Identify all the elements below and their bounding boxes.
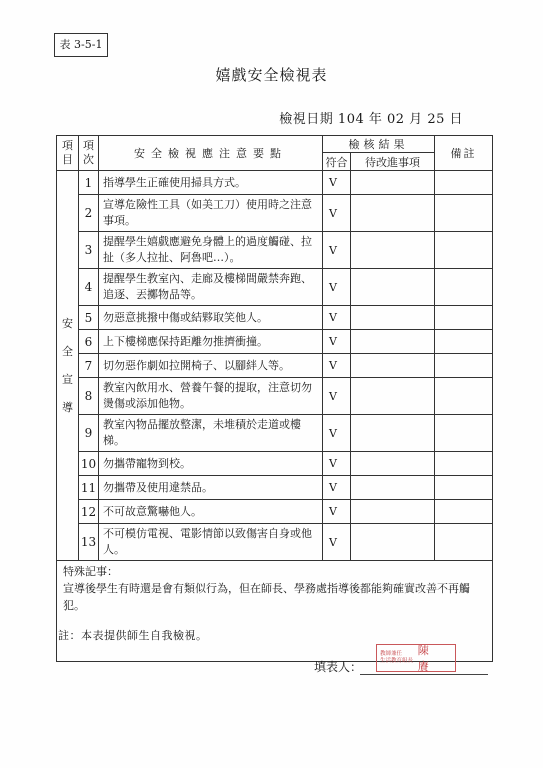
row-number: 6 <box>79 330 99 354</box>
row-remarks-cell <box>435 476 493 500</box>
row-point: 切勿惡作劇如拉開椅子、以腳絆人等。 <box>99 354 323 378</box>
row-number: 4 <box>79 269 99 306</box>
table-row <box>57 452 493 476</box>
row-improve-cell <box>351 476 435 500</box>
row-conform-check: V <box>323 500 351 524</box>
table-row <box>57 378 493 415</box>
checklist-rows <box>57 171 493 561</box>
row-point: 勿攜帶及使用違禁品。 <box>99 476 323 500</box>
row-number: 3 <box>79 232 99 269</box>
row-remarks-cell <box>435 306 493 330</box>
row-number: 7 <box>79 354 99 378</box>
header-conform: 符合 <box>323 153 351 171</box>
row-remarks-cell <box>435 378 493 415</box>
row-number: 1 <box>79 171 99 195</box>
safety-checklist-table <box>56 135 493 662</box>
row-remarks-cell <box>435 524 493 561</box>
row-point: 不可故意驚嚇他人。 <box>99 500 323 524</box>
row-remarks-cell <box>435 269 493 306</box>
row-point: 宣導危險性工具（如美工刀）使用時之注意事項。 <box>99 195 323 232</box>
row-conform-check: V <box>323 378 351 415</box>
row-improve-cell <box>351 524 435 561</box>
row-remarks-cell <box>435 171 493 195</box>
table-row <box>57 195 493 232</box>
row-number: 8 <box>79 378 99 415</box>
row-number: 12 <box>79 500 99 524</box>
row-point: 勿攜帶寵物到校。 <box>99 452 323 476</box>
signer-label: 填表人： <box>314 660 363 674</box>
header-improve: 待改進事項 <box>351 153 435 171</box>
row-improve-cell <box>351 171 435 195</box>
table-row <box>57 500 493 524</box>
row-remarks-cell <box>435 354 493 378</box>
row-remarks-cell <box>435 330 493 354</box>
header-remarks: 備註 <box>435 136 493 171</box>
row-improve-cell <box>351 378 435 415</box>
table-row <box>57 415 493 452</box>
row-conform-check: V <box>323 195 351 232</box>
row-improve-cell <box>351 232 435 269</box>
row-number: 5 <box>79 306 99 330</box>
row-conform-check: V <box>323 354 351 378</box>
row-improve-cell <box>351 415 435 452</box>
row-remarks-cell <box>435 232 493 269</box>
row-point: 勿惡意挑撥中傷或結夥取笑他人。 <box>99 306 323 330</box>
row-conform-check: V <box>323 171 351 195</box>
row-point: 提醒學生嬉戲應避免身體上的過度觸碰、拉扯（多人拉扯、阿魯吧…）。 <box>99 232 323 269</box>
row-improve-cell <box>351 330 435 354</box>
row-improve-cell <box>351 269 435 306</box>
row-point: 不可模仿電視、電影情節以致傷害自身或他人。 <box>99 524 323 561</box>
row-conform-check: V <box>323 524 351 561</box>
header-item: 項 目 <box>57 136 79 171</box>
table-row <box>57 269 493 306</box>
row-conform-check: V <box>323 330 351 354</box>
row-remarks-cell <box>435 500 493 524</box>
row-remarks-cell <box>435 195 493 232</box>
row-point: 教室內飲用水、營養午餐的提取，注意切勿燙傷或添加他物。 <box>99 378 323 415</box>
header-points: 安全檢視應注意要點 <box>99 136 323 171</box>
special-notes-label: 特殊記事： <box>63 565 118 578</box>
row-conform-check: V <box>323 452 351 476</box>
official-seal <box>376 644 456 672</box>
row-point: 教室內物品擺放整潔，未堆積於走道或樓梯。 <box>99 415 323 452</box>
table-row <box>57 306 493 330</box>
row-number: 13 <box>79 524 99 561</box>
row-point: 上下樓梯應保持距離勿推擠衝撞。 <box>99 330 323 354</box>
row-conform-check: V <box>323 269 351 306</box>
seal-name: 陳 賡 <box>417 644 433 673</box>
row-improve-cell <box>351 452 435 476</box>
header-number: 項 次 <box>79 136 99 171</box>
row-remarks-cell <box>435 415 493 452</box>
form-code-label: 表 3-5-1 <box>54 33 108 57</box>
row-number: 2 <box>79 195 99 232</box>
row-improve-cell <box>351 500 435 524</box>
seal-line-2: 生活教育組長 <box>380 658 414 664</box>
row-improve-cell <box>351 306 435 330</box>
row-number: 11 <box>79 476 99 500</box>
row-conform-check: V <box>323 232 351 269</box>
row-conform-check: V <box>323 306 351 330</box>
table-row <box>57 354 493 378</box>
special-notes-text: 宣導後學生有時還是會有類似行為，但在師長、學務處指導後都能夠確實改善不再觸犯。 <box>63 582 470 612</box>
header-result: 檢核結果 <box>323 136 435 153</box>
row-point: 提醒學生教室內、走廊及樓梯間嚴禁奔跑、追逐、丟擲物品等。 <box>99 269 323 306</box>
footnote: 註：本表提供師生自我檢視。 <box>58 629 208 642</box>
row-remarks-cell <box>435 452 493 476</box>
seal-line-1: 教師兼任 <box>380 651 403 657</box>
table-row <box>57 171 493 195</box>
inspection-date: 檢視日期 104 年 02 月 25 日 <box>279 112 463 127</box>
table-row <box>57 330 493 354</box>
row-conform-check: V <box>323 476 351 500</box>
row-number: 10 <box>79 452 99 476</box>
signature-line <box>360 674 488 675</box>
category-cell: 安 全 宣 導 <box>57 171 79 561</box>
row-point: 指導學生正確使用掃具方式。 <box>99 171 323 195</box>
row-improve-cell <box>351 195 435 232</box>
table-row <box>57 476 493 500</box>
table-row <box>57 232 493 269</box>
document-title: 嬉戲安全檢視表 <box>215 66 328 84</box>
row-number: 9 <box>79 415 99 452</box>
table-row <box>57 524 493 561</box>
row-conform-check: V <box>323 415 351 452</box>
row-improve-cell <box>351 354 435 378</box>
